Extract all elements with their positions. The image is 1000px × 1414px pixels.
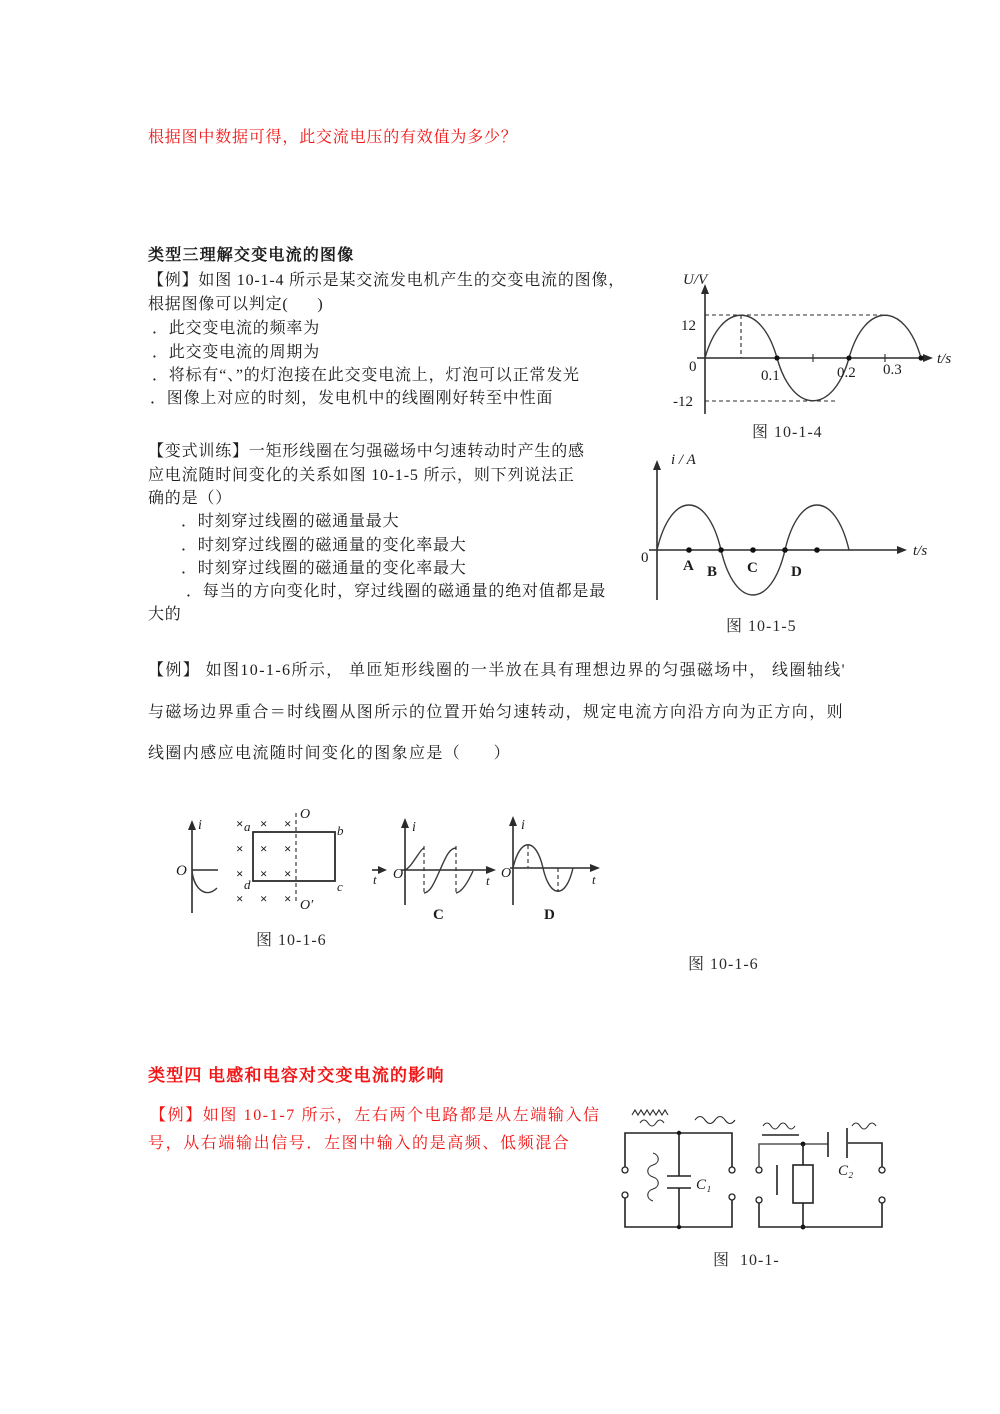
field-cross-icon: × <box>236 866 244 881</box>
field-cross-icon: × <box>236 891 244 906</box>
fig5-y-axis-label: i / A <box>671 452 696 468</box>
example1-line1: 【例】如图 10-1-4 所示是某交流发电机产生的交变电流的图像， <box>148 272 626 289</box>
fig6c-origin-label: O <box>393 867 404 882</box>
low-frequency-signal-icon <box>640 1120 664 1126</box>
fig6c-curve-seg3 <box>456 871 473 893</box>
fig5-label-d: D <box>791 564 802 580</box>
output-terminal-icon <box>729 1167 735 1173</box>
fig6d-y-arrow-icon <box>509 816 517 826</box>
inductor-coil-icon <box>648 1153 659 1201</box>
fig5-label-c: C <box>747 560 758 576</box>
fig6-axis-top-label: O <box>300 807 311 822</box>
fig6a-curve <box>192 871 217 893</box>
left-filter-circuit <box>622 1110 735 1229</box>
figure-10-1-7 <box>610 1095 900 1245</box>
right-top-wire <box>759 1144 828 1167</box>
example2-line3: 线圈内感应电流随时间变化的图象应是（ ） <box>148 745 512 762</box>
example1-line2: 根据图像可以判定( ) <box>148 296 324 313</box>
fig5-extra-dot <box>814 547 820 553</box>
resistor-icon <box>793 1165 813 1203</box>
output-signal-icon <box>852 1123 876 1129</box>
input-terminal-icon <box>622 1192 628 1198</box>
fig6d-x-axis-label: t <box>592 872 596 887</box>
fig6d-x-arrow-icon <box>590 864 600 872</box>
training-option-d-overflow: 大的 <box>148 606 182 623</box>
example1-option-d: ．图像上对应的时刻，发电机中的线圈刚好转至中性面 <box>150 390 554 407</box>
fig6c-x-axis-label: t <box>486 873 490 888</box>
fig6d-origin-label: O <box>501 866 512 881</box>
field-cross-icon: × <box>260 891 268 906</box>
fig5-label-a: A <box>683 558 694 574</box>
fig6c-y-axis-label: i <box>412 820 416 835</box>
fig5-caption: 图 10-1-5 <box>726 618 797 635</box>
fig4-zero-dot-1 <box>774 355 779 360</box>
fig4-x-arrow-icon <box>923 354 933 362</box>
intro-question: 根据图中数据可得，此交流电压的有效值为多少？ <box>148 129 518 146</box>
example1-option-b: ．此交变电流的周期为 <box>152 344 321 361</box>
fig4-caption: 图 10-1-4 <box>752 424 823 441</box>
fig4-x-axis-label: t/s <box>937 351 952 367</box>
fig6-option-c-label: C <box>433 907 444 923</box>
field-cross-icon: × <box>284 891 292 906</box>
fig6-corner-c: c <box>337 879 343 894</box>
example3-line2: 号，从右端输出信号．左图中输入的是高频、低频混合 <box>148 1135 571 1152</box>
fig4-ytick-neg12: -12 <box>673 394 693 410</box>
training-option-d: ．每当的方向变化时，穿过线圈的磁通量的绝对值都是最 <box>186 583 607 600</box>
fig5-point-c-dot <box>750 547 756 553</box>
right-bottom-wire <box>759 1203 882 1227</box>
section3-heading: 类型三理解交变电流的图像 <box>148 247 355 264</box>
field-cross-icon: × <box>260 816 268 831</box>
section4-heading: 类型四 电感和电容对交变电流的影响 <box>148 1066 445 1085</box>
field-cross-icon: × <box>236 841 244 856</box>
field-cross-icon: × <box>260 866 268 881</box>
field-cross-icon: × <box>236 816 244 831</box>
high-frequency-signal-icon <box>632 1110 668 1115</box>
output-terminal-icon <box>879 1167 885 1173</box>
fig6-stray-t-label: t <box>373 872 377 887</box>
fig6-caption-right: 图 10-1-6 <box>688 956 759 973</box>
output-terminal-icon <box>729 1194 735 1200</box>
cap2-label: C₂ <box>838 1163 854 1179</box>
fig4-y-axis-label: U/V <box>683 272 708 288</box>
fig5-x-arrow-icon <box>897 546 907 554</box>
training-line2: 应电流随时间变化的关系如图 10-1-5 所示，则下列说法正 <box>148 467 575 484</box>
fig6-corner-a: a <box>244 819 251 834</box>
fig6-option-d-label: D <box>544 907 555 923</box>
fig6a-y-arrow-icon <box>188 820 196 830</box>
training-line3: 确的是（） <box>148 490 233 507</box>
fig6c-curve-seg1 <box>405 848 424 870</box>
input-signal-icon <box>763 1123 795 1129</box>
field-cross-icon: × <box>260 841 268 856</box>
fig4-xtick-03: 0.3 <box>883 362 902 378</box>
example1-option-c: ．将标有“、”的灯泡接在此交变电流上，灯泡可以正常发光 <box>152 367 580 384</box>
fig6-corner-b: b <box>337 823 344 838</box>
right-filter-circuit <box>756 1123 885 1229</box>
fig5-origin-label: 0 <box>641 550 649 566</box>
fig5-y-arrow-icon <box>653 460 661 470</box>
fig4-zero-dot-2 <box>846 355 851 360</box>
field-cross-icon: × <box>284 816 292 831</box>
figure-10-1-4 <box>655 268 955 428</box>
fig7-caption: 图 10-1- <box>713 1252 780 1269</box>
fig6c-y-arrow-icon <box>401 818 409 828</box>
fig5-label-b: B <box>707 564 718 580</box>
example2-line2: 与磁场边界重合＝时线圈从图所示的位置开始匀速转动，规定电流方向沿方向为正方向，则 <box>148 704 845 721</box>
input-terminal-icon <box>756 1197 762 1203</box>
fig6-axis-bottom-label: O′ <box>300 898 314 913</box>
input-terminal-icon <box>622 1167 628 1173</box>
fig6-corner-d: d <box>244 877 251 892</box>
figure-10-1-5 <box>641 448 955 613</box>
example3-line1: 【例】如图 10-1-7 所示，左右两个电路都是从左端输入信 <box>150 1107 601 1124</box>
cap1-label: C₁ <box>696 1177 712 1193</box>
fig4-ytick-12: 12 <box>681 318 696 334</box>
field-cross-icon: × <box>284 841 292 856</box>
figure-10-1-6 <box>160 805 610 930</box>
fig6a-y-axis-label: i <box>198 818 202 833</box>
training-line1: 【变式训练】一矩形线圈在匀强磁场中匀速转动时产生的感 <box>148 443 585 460</box>
training-option-c: ．时刻穿过线圈的磁通量的变化率最大 <box>181 560 467 577</box>
example2-line1: 【例】 如图10-1-6所示， 单匝矩形线圈的一半放在具有理想边界的匀强磁场中， 线圈轴线' <box>148 662 846 679</box>
input-terminal-icon <box>756 1167 762 1173</box>
fig6-caption-left: 图 10-1-6 <box>256 932 327 949</box>
fig4-xtick-01: 0.1 <box>761 368 780 384</box>
output-terminal-icon <box>879 1197 885 1203</box>
fig6-stray-arrow-icon <box>378 866 387 874</box>
fig4-xtick-02: 0.2 <box>837 365 856 381</box>
fig4-ytick-0: 0 <box>689 359 697 375</box>
sine-signal-icon <box>695 1117 735 1124</box>
fig4-zero-dot-3 <box>918 355 923 360</box>
fig6d-y-axis-label: i <box>521 818 525 833</box>
example1-option-a: ．此交变电流的频率为 <box>152 320 321 337</box>
training-option-b: ．时刻穿过线圈的磁通量的变化率最大 <box>181 537 467 554</box>
fig5-point-d-dot <box>782 547 788 553</box>
fig6a-origin-label: O <box>176 863 187 879</box>
fig5-point-b-dot <box>718 547 724 553</box>
training-option-a: ．时刻穿过线圈的磁通量最大 <box>181 513 400 530</box>
fig5-point-a-dot <box>686 547 692 553</box>
fig5-x-axis-label: t/s <box>913 543 928 559</box>
field-cross-icon: × <box>284 866 292 881</box>
